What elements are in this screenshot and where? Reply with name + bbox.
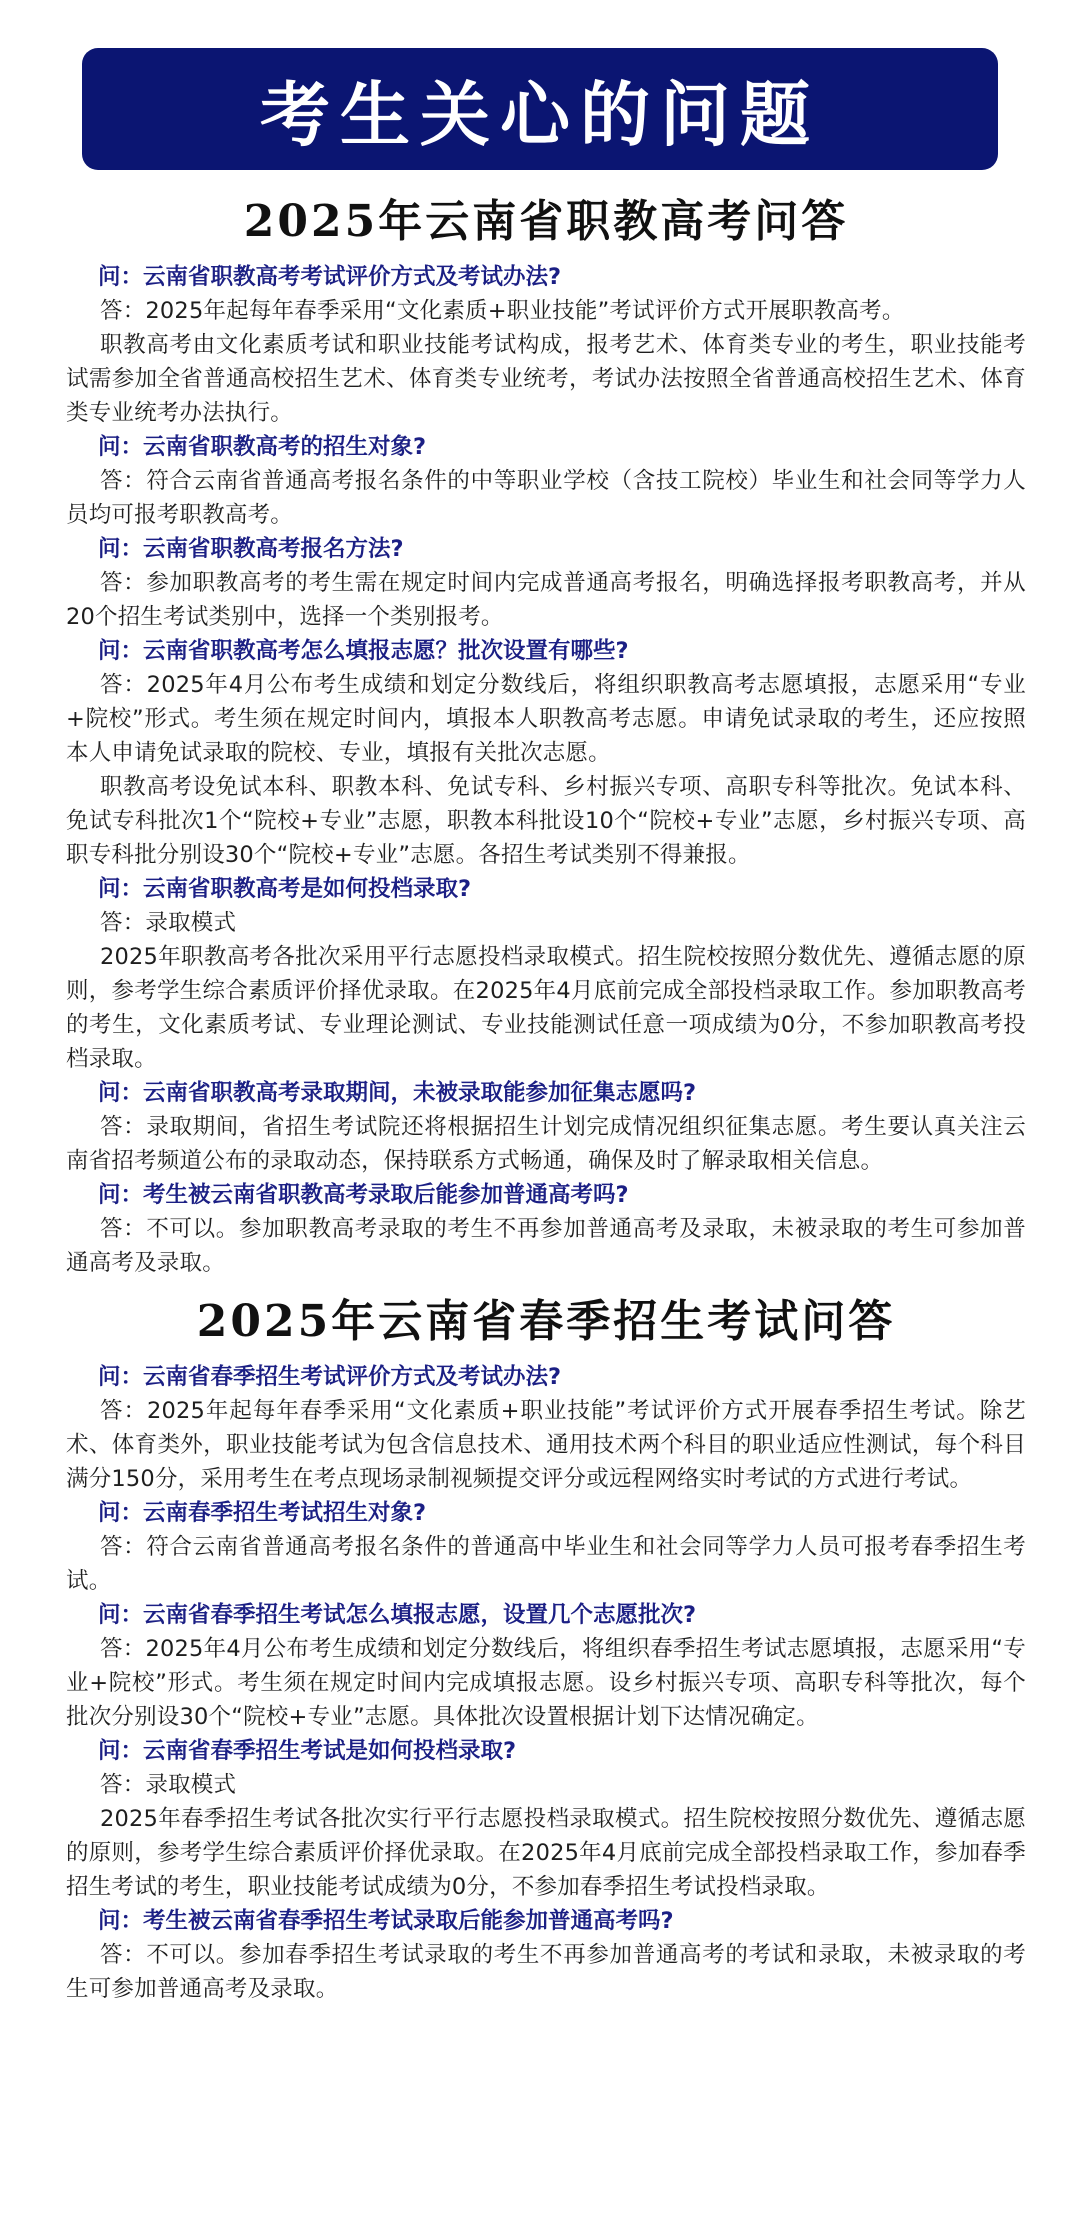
answer-paragraph: 答：2025年4月公布考生成绩和划定分数线后，将组织春季招生考试志愿填报，志愿采用“专业+院校”形式。考生须在规定时间内完成填报志愿。设乡村振兴专项、高职专科等批次，每个批次分别设30个“院校+专业”志愿。具体批次设置根据计划下达情况确定。 bbox=[66, 1636, 1026, 1730]
section-title-spring: 2025年云南省春季招生考试问答 bbox=[196, 1296, 896, 1347]
question: 问：云南省春季招生考试是如何投档录取? bbox=[98, 1738, 517, 1764]
question: 问：考生被云南省春季招生考试录取后能参加普通高考吗? bbox=[98, 1908, 674, 1934]
answer-paragraph: 答：录取模式 bbox=[100, 910, 237, 936]
answer-paragraph: 答：不可以。参加职教高考录取的考生不再参加普通高考及录取，未被录取的考生可参加普通高考及录取。 bbox=[66, 1216, 1026, 1276]
answer-paragraph: 职教高考设免试本科、职教本科、免试专科、乡村振兴专项、高职专科等批次。免试本科、免试专科批次1个“院校+专业”志愿，职教本科批设10个“院校+专业”志愿，乡村振兴专项、高职专科批分别设30个“院校+专业”志愿。各招生考试类别不得兼报。 bbox=[66, 774, 1026, 868]
question: 问：云南省春季招生考试评价方式及考试办法? bbox=[98, 1364, 562, 1390]
answer-paragraph: 答：不可以。参加春季招生考试录取的考生不再参加普通高考的考试和录取，未被录取的考生可参加普通高考及录取。 bbox=[66, 1942, 1026, 2002]
answer-paragraph: 2025年春季招生考试各批次实行平行志愿投档录取模式。招生院校按照分数优先、遵循志愿的原则，参考学生综合素质评价择优录取。在2025年4月底前完成全部投档录取工作，参加春季招生考试的考生，职业技能考试成绩为0分，不参加春季招生考试投档录取。 bbox=[66, 1806, 1026, 1900]
header-banner bbox=[82, 48, 998, 170]
question: 问：云南省职教高考报名方法? bbox=[98, 536, 404, 562]
answer-paragraph: 答：录取模式 bbox=[100, 1772, 237, 1798]
answer-paragraph: 职教高考由文化素质考试和职业技能考试构成，报考艺术、体育类专业的考生，职业技能考试需参加全省普通高校招生艺术、体育类专业统考，考试办法按照全省普通高校招生艺术、体育类专业统考办法执行。 bbox=[66, 332, 1026, 426]
question: 问：云南省职教高考的招生对象? bbox=[98, 434, 427, 460]
question: 问：云南春季招生考试招生对象? bbox=[98, 1500, 427, 1526]
question: 问：云南省职教高考录取期间，未被录取能参加征集志愿吗? bbox=[98, 1080, 697, 1106]
answer-paragraph: 答：录取期间，省招生考试院还将根据招生计划完成情况组织征集志愿。考生要认真关注云南省招考频道公布的录取动态，保持联系方式畅通，确保及时了解录取相关信息。 bbox=[66, 1114, 1026, 1174]
question: 问：云南省职教高考考试评价方式及考试办法? bbox=[98, 264, 562, 290]
faq-content bbox=[66, 184, 1026, 2006]
answer-paragraph: 答：符合云南省普通高考报名条件的中等职业学校（含技工院校）毕业生和社会同等学力人员均可报考职教高考。 bbox=[66, 468, 1026, 528]
answer-paragraph: 答：2025年4月公布考生成绩和划定分数线后，将组织职教高考志愿填报，志愿采用“专业+院校”形式。考生须在规定时间内，填报本人职教高考志愿。申请免试录取的考生，还应按照本人申请免试录取的院校、专业，填报有关批次志愿。 bbox=[66, 672, 1026, 766]
answer-paragraph: 答：参加职教高考的考生需在规定时间内完成普通高考报名，明确选择报考职教高考，并从20个招生考试类别中，选择一个类别报考。 bbox=[66, 570, 1026, 630]
answer-paragraph: 答：2025年起每年春季采用“文化素质+职业技能”考试评价方式开展职教高考。 bbox=[100, 298, 905, 324]
section-title-vocational: 2025年云南省职教高考问答 bbox=[243, 196, 849, 247]
question: 问：云南省职教高考是如何投档录取? bbox=[98, 876, 472, 902]
question: 问：考生被云南省职教高考录取后能参加普通高考吗? bbox=[98, 1182, 629, 1208]
answer-paragraph: 答：符合云南省普通高考报名条件的普通高中毕业生和社会同等学力人员可报考春季招生考试。 bbox=[66, 1534, 1026, 1594]
banner-title: 考生关心的问题 bbox=[260, 72, 820, 156]
answer-paragraph: 答：2025年起每年春季采用“文化素质+职业技能”考试评价方式开展春季招生考试。除艺术、体育类外，职业技能考试为包含信息技术、通用技术两个科目的职业适应性测试，每个科目满分150分，采用考生在考点现场录制视频提交评分或远程网络实时考试的方式进行考试。 bbox=[66, 1398, 1026, 1492]
answer-paragraph: 2025年职教高考各批次采用平行志愿投档录取模式。招生院校按照分数优先、遵循志愿的原则，参考学生综合素质评价择优录取。在2025年4月底前完成全部投档录取工作。参加职教高考的考生，文化素质考试、专业理论测试、专业技能测试任意一项成绩为0分，不参加职教高考投档录取。 bbox=[66, 944, 1026, 1072]
question: 问：云南省春季招生考试怎么填报志愿，设置几个志愿批次? bbox=[98, 1602, 697, 1628]
question: 问：云南省职教高考怎么填报志愿？批次设置有哪些? bbox=[98, 638, 629, 664]
